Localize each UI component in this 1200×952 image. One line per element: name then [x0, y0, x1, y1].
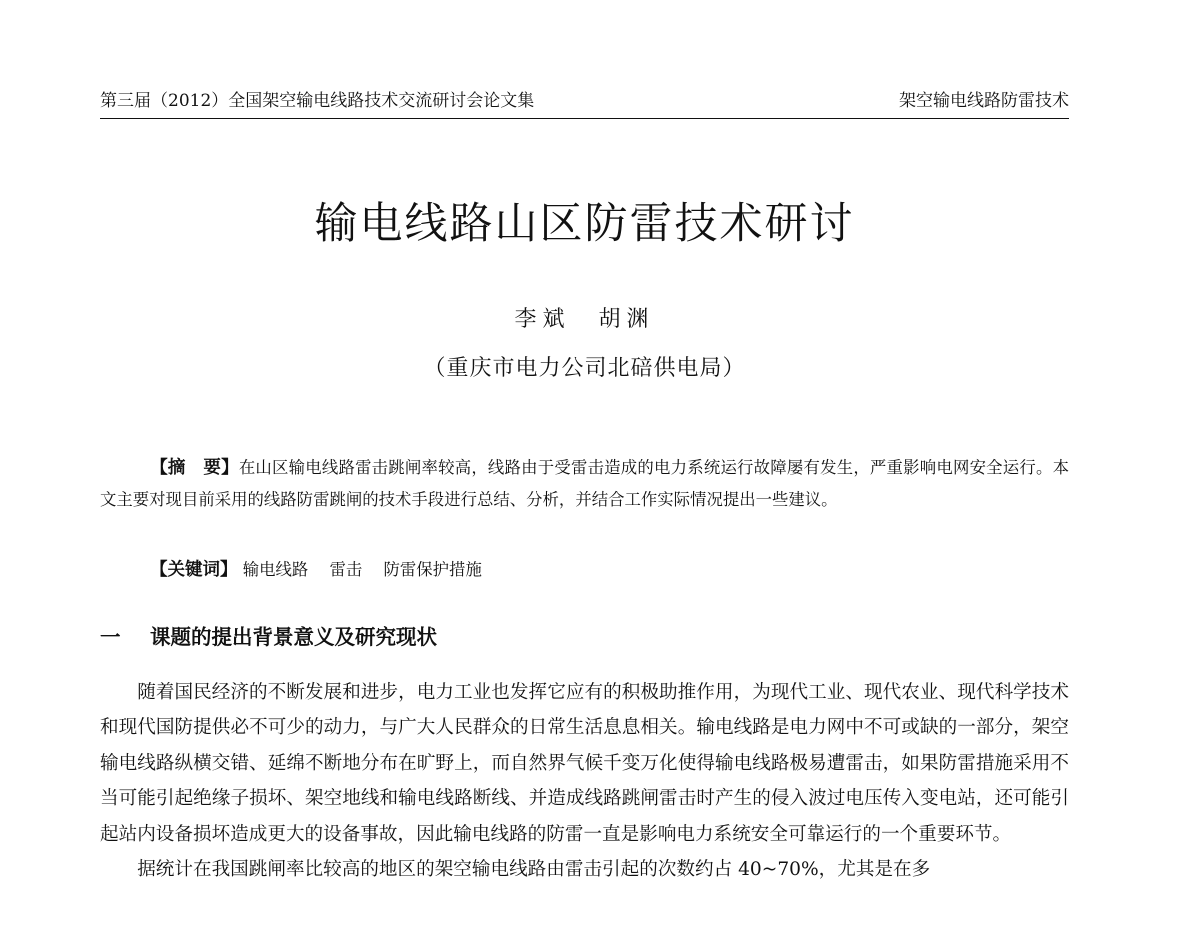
keyword: 防雷保护措施	[383, 560, 482, 579]
keywords	[150, 556, 1069, 584]
authors: 李斌 胡渊	[514, 307, 655, 332]
header-rule	[100, 118, 1069, 119]
keywords-label: 【关键词】	[150, 560, 238, 580]
paragraph: 据统计在我国跳闸率比较高的地区的架空输电线路由雷击引起的次数约占 40~70%，尤其是在多	[137, 859, 931, 881]
section-title: 课题的提出背景意义及研究现状	[150, 625, 437, 649]
abstract-label: 【摘 要】	[150, 458, 239, 478]
body-text	[100, 675, 1069, 887]
paragraph: 随着国民经济的不断发展和进步，电力工业也发挥它应有的积极助推作用，为现代工业、现代农业、现代科学技术和现代国防提供必不可少的动力，与广大人民群众的日常生活息息相关。输电线路是电力网中不可或缺的一部分，架空输电线路纵横交错、延绵不断地分布在旷野上，而自然界气候千变万化使得输电线路极易遭雷击，如果防雷措施采用不当可能引起绝缘子损坏、架空地线和输电线路断线、并造成线路跳闸雷击时产生的侵入波过电压传入变电站，还可能引起站内设备损坏造成更大的设备事故，因此输电线路的防雷一直是影响电力系统安全可靠运行的一个重要环节。	[100, 682, 1069, 845]
affiliation: （重庆市电力公司北碚供电局）	[423, 356, 746, 381]
section-heading	[100, 622, 1069, 652]
paper-title: 输电线路山区防雷技术研讨	[314, 199, 855, 249]
keyword: 输电线路	[242, 560, 309, 579]
header-proceedings-title: 第三届（2012）全国架空输电线路技术交流研讨会论文集	[100, 91, 535, 111]
keyword: 雷击	[329, 560, 363, 579]
abstract-text: 在山区输电线路雷击跳闸率较高，线路由于受雷击造成的电力系统运行故障屡有发生，严重影响电网安全运行。本文主要对现目前采用的线路防雷跳闸的技术手段进行总结、分析，并结合工作实际情况提出一些建议。	[100, 458, 1070, 509]
section-number: 一	[100, 625, 121, 649]
abstract	[100, 452, 1069, 516]
header-section-title: 架空输电线路防雷技术	[899, 91, 1069, 111]
running-header	[100, 90, 1069, 118]
